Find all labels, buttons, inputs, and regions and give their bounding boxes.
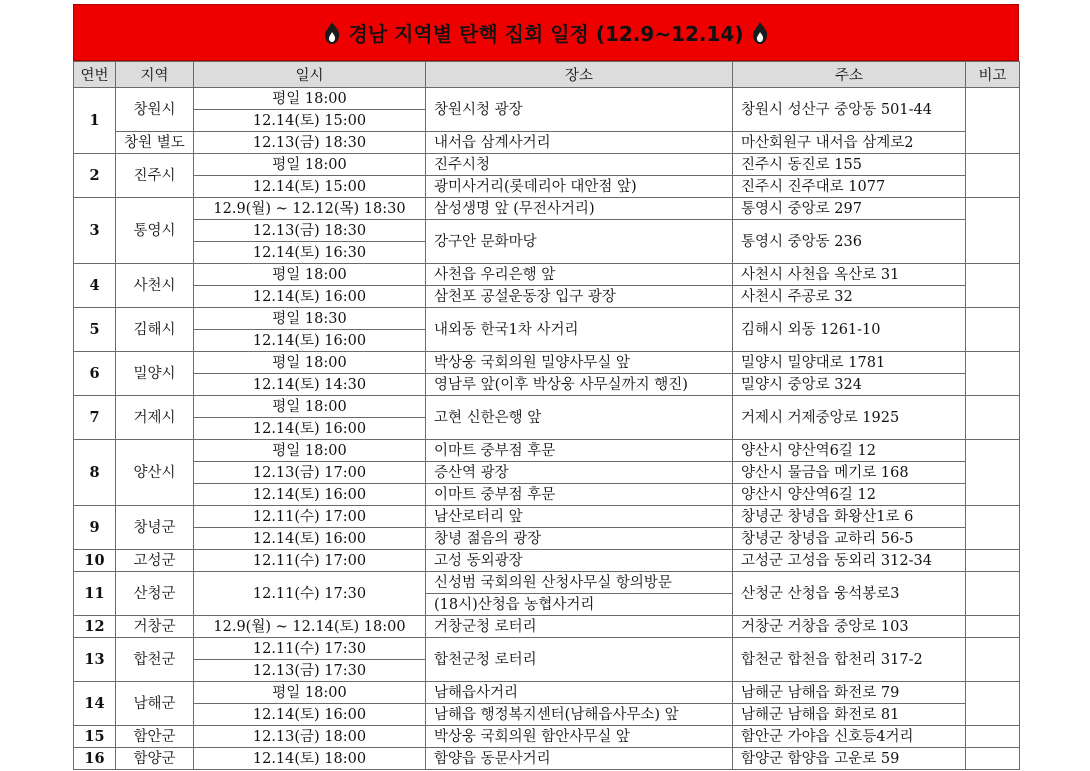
header-cell-note: 비고	[966, 62, 1020, 88]
datetime-cell: 평일 18:00	[194, 352, 426, 374]
header-cell-region: 지역	[116, 62, 194, 88]
datetime-cell: 평일 18:00	[194, 682, 426, 704]
table-row	[74, 308, 1020, 330]
row-number: 15	[74, 726, 116, 748]
address-cell: 김해시 외동 1261-10	[733, 308, 966, 352]
place-cell: (18시)산청읍 농협사거리	[426, 594, 733, 616]
place-cell: 삼성생명 앞 (무전사거리)	[426, 198, 733, 220]
place-cell: 증산역 광장	[426, 462, 733, 484]
table-row	[74, 440, 1020, 462]
schedule-sheet	[73, 4, 1019, 770]
table-row	[74, 132, 1020, 154]
header-row	[74, 62, 1020, 88]
datetime-cell: 평일 18:00	[194, 154, 426, 176]
place-cell: 영남루 앞(이후 박상웅 사무실까지 행진)	[426, 374, 733, 396]
row-number: 3	[74, 198, 116, 264]
note-cell	[966, 506, 1020, 550]
region-cell: 함양군	[116, 748, 194, 770]
datetime-cell: 12.14(토) 16:00	[194, 330, 426, 352]
page-title: 경남 지역별 탄핵 집회 일정 (12.9~12.14)	[348, 22, 744, 46]
place-cell: 고성 동외광장	[426, 550, 733, 572]
address-cell: 창녕군 창녕읍 화왕산1로 6	[733, 506, 966, 528]
table-row	[74, 396, 1020, 418]
datetime-cell: 12.14(토) 15:00	[194, 176, 426, 198]
row-number: 9	[74, 506, 116, 550]
place-cell: 이마트 중부점 후문	[426, 440, 733, 462]
place-cell: 고현 신한은행 앞	[426, 396, 733, 440]
address-cell: 밀양시 밀양대로 1781	[733, 352, 966, 374]
region-cell: 합천군	[116, 638, 194, 682]
address-cell: 양산시 양산역6길 12	[733, 484, 966, 506]
address-cell: 진주시 진주대로 1077	[733, 176, 966, 198]
fire-icon	[751, 21, 769, 45]
row-number: 7	[74, 396, 116, 440]
note-cell	[966, 308, 1020, 352]
address-cell: 마산회원구 내서읍 삼계로2	[733, 132, 966, 154]
row-number: 12	[74, 616, 116, 638]
address-cell: 사천시 주공로 32	[733, 286, 966, 308]
address-cell: 양산시 양산역6길 12	[733, 440, 966, 462]
address-cell: 거창군 거창읍 중앙로 103	[733, 616, 966, 638]
address-cell: 창원시 성산구 중앙동 501-44	[733, 88, 966, 132]
datetime-cell: 평일 18:00	[194, 88, 426, 110]
address-cell: 고성군 고성읍 동외리 312-34	[733, 550, 966, 572]
row-number: 6	[74, 352, 116, 396]
datetime-cell: 12.13(금) 18:00	[194, 726, 426, 748]
region-cell: 사천시	[116, 264, 194, 308]
address-cell: 통영시 중앙동 236	[733, 220, 966, 264]
note-cell	[966, 88, 1020, 154]
table-row	[74, 726, 1020, 748]
table-row	[74, 528, 1020, 550]
table-row	[74, 286, 1020, 308]
table-row	[74, 220, 1020, 242]
note-cell	[966, 638, 1020, 682]
datetime-cell: 평일 18:00	[194, 396, 426, 418]
datetime-cell: 12.13(금) 18:30	[194, 132, 426, 154]
table-row	[74, 462, 1020, 484]
row-number: 11	[74, 572, 116, 616]
place-cell: 사천읍 우리은행 앞	[426, 264, 733, 286]
table-row	[74, 176, 1020, 198]
datetime-cell: 12.11(수) 17:00	[194, 506, 426, 528]
place-cell: 남산로터리 앞	[426, 506, 733, 528]
note-cell	[966, 154, 1020, 198]
region-cell: 양산시	[116, 440, 194, 506]
place-cell: 남해읍사거리	[426, 682, 733, 704]
datetime-cell: 12.14(토) 16:00	[194, 418, 426, 440]
table-row	[74, 198, 1020, 220]
datetime-cell: 12.14(토) 18:00	[194, 748, 426, 770]
place-cell: 광미사거리(롯데리아 대안점 앞)	[426, 176, 733, 198]
region-cell: 산청군	[116, 572, 194, 616]
datetime-cell: 평일 18:00	[194, 440, 426, 462]
table-row	[74, 484, 1020, 506]
address-cell: 창녕군 창녕읍 교하리 56-5	[733, 528, 966, 550]
row-number: 4	[74, 264, 116, 308]
datetime-cell: 12.9(월) ~ 12.14(토) 18:00	[194, 616, 426, 638]
table-row	[74, 88, 1020, 110]
place-cell: 창원시청 광장	[426, 88, 733, 132]
datetime-cell: 12.9(월) ~ 12.12(목) 18:30	[194, 198, 426, 220]
header-cell-place: 장소	[426, 62, 733, 88]
region-cell: 고성군	[116, 550, 194, 572]
address-cell: 밀양시 중앙로 324	[733, 374, 966, 396]
schedule-table	[73, 61, 1020, 770]
datetime-cell: 12.13(금) 17:30	[194, 660, 426, 682]
row-number: 10	[74, 550, 116, 572]
place-cell: 창녕 젊음의 광장	[426, 528, 733, 550]
row-number: 16	[74, 748, 116, 770]
table-row	[74, 352, 1020, 374]
place-cell: 함양읍 동문사거리	[426, 748, 733, 770]
datetime-cell: 12.13(금) 18:30	[194, 220, 426, 242]
note-cell	[966, 396, 1020, 440]
note-cell	[966, 726, 1020, 748]
datetime-cell: 평일 18:00	[194, 264, 426, 286]
region-cell: 창원 별도	[116, 132, 194, 154]
place-cell: 강구안 문화마당	[426, 220, 733, 264]
note-cell	[966, 682, 1020, 726]
place-cell: 삼천포 공설운동장 입구 광장	[426, 286, 733, 308]
region-cell: 남해군	[116, 682, 194, 726]
address-cell: 남해군 남해읍 화전로 79	[733, 682, 966, 704]
region-cell: 거창군	[116, 616, 194, 638]
header-cell-datetime: 일시	[194, 62, 426, 88]
table-row	[74, 638, 1020, 660]
place-cell: 진주시청	[426, 154, 733, 176]
place-cell: 박상웅 국회의원 함안사무실 앞	[426, 726, 733, 748]
table-row	[74, 264, 1020, 286]
table-row	[74, 374, 1020, 396]
datetime-cell: 12.14(토) 16:00	[194, 528, 426, 550]
header-cell-address: 주소	[733, 62, 966, 88]
address-cell: 함양군 함양읍 고운로 59	[733, 748, 966, 770]
row-number: 1	[74, 88, 116, 154]
table-row	[74, 506, 1020, 528]
address-cell: 양산시 물금읍 메기로 168	[733, 462, 966, 484]
place-cell: 남해읍 행정복지센터(남해읍사무소) 앞	[426, 704, 733, 726]
note-cell	[966, 352, 1020, 396]
place-cell: 내외동 한국1차 사거리	[426, 308, 733, 352]
note-cell	[966, 264, 1020, 308]
note-cell	[966, 616, 1020, 638]
table-row	[74, 682, 1020, 704]
address-cell: 산청군 산청읍 웅석봉로3	[733, 572, 966, 616]
datetime-cell: 12.14(토) 16:00	[194, 704, 426, 726]
note-cell	[966, 748, 1020, 770]
region-cell: 거제시	[116, 396, 194, 440]
place-cell: 거창군청 로터리	[426, 616, 733, 638]
datetime-cell: 12.14(토) 16:30	[194, 242, 426, 264]
address-cell: 합천군 합천읍 합천리 317-2	[733, 638, 966, 682]
row-number: 14	[74, 682, 116, 726]
table-row	[74, 704, 1020, 726]
row-number: 13	[74, 638, 116, 682]
region-cell: 진주시	[116, 154, 194, 198]
datetime-cell: 12.13(금) 17:00	[194, 462, 426, 484]
place-cell: 합천군청 로터리	[426, 638, 733, 682]
region-cell: 창녕군	[116, 506, 194, 550]
note-cell	[966, 572, 1020, 616]
note-cell	[966, 440, 1020, 506]
table-row	[74, 748, 1020, 770]
address-cell: 사천시 사천읍 옥산로 31	[733, 264, 966, 286]
place-cell: 이마트 중부점 후문	[426, 484, 733, 506]
table-row	[74, 616, 1020, 638]
table-row	[74, 154, 1020, 176]
address-cell: 진주시 동진로 155	[733, 154, 966, 176]
region-cell: 김해시	[116, 308, 194, 352]
datetime-cell: 12.11(수) 17:30	[194, 638, 426, 660]
table-row	[74, 550, 1020, 572]
title-banner	[73, 4, 1019, 61]
place-cell: 내서읍 삼계사거리	[426, 132, 733, 154]
table-row	[74, 572, 1020, 594]
address-cell: 함안군 가야읍 신호등4거리	[733, 726, 966, 748]
row-number: 2	[74, 154, 116, 198]
datetime-cell: 12.11(수) 17:00	[194, 550, 426, 572]
fire-icon	[323, 21, 341, 45]
address-cell: 거제시 거제중앙로 1925	[733, 396, 966, 440]
datetime-cell: 12.14(토) 14:30	[194, 374, 426, 396]
datetime-cell: 평일 18:30	[194, 308, 426, 330]
header-cell-no: 연번	[74, 62, 116, 88]
row-number: 5	[74, 308, 116, 352]
datetime-cell: 12.14(토) 16:00	[194, 484, 426, 506]
note-cell	[966, 550, 1020, 572]
region-cell: 밀양시	[116, 352, 194, 396]
place-cell: 신성범 국회의원 산청사무실 항의방문	[426, 572, 733, 594]
region-cell: 창원시	[116, 88, 194, 132]
address-cell: 남해군 남해읍 화전로 81	[733, 704, 966, 726]
datetime-cell: 12.14(토) 16:00	[194, 286, 426, 308]
region-cell: 함안군	[116, 726, 194, 748]
datetime-cell: 12.11(수) 17:30	[194, 572, 426, 616]
row-number: 8	[74, 440, 116, 506]
address-cell: 통영시 중앙로 297	[733, 198, 966, 220]
note-cell	[966, 198, 1020, 264]
datetime-cell: 12.14(토) 15:00	[194, 110, 426, 132]
region-cell: 통영시	[116, 198, 194, 264]
place-cell: 박상웅 국회의원 밀양사무실 앞	[426, 352, 733, 374]
